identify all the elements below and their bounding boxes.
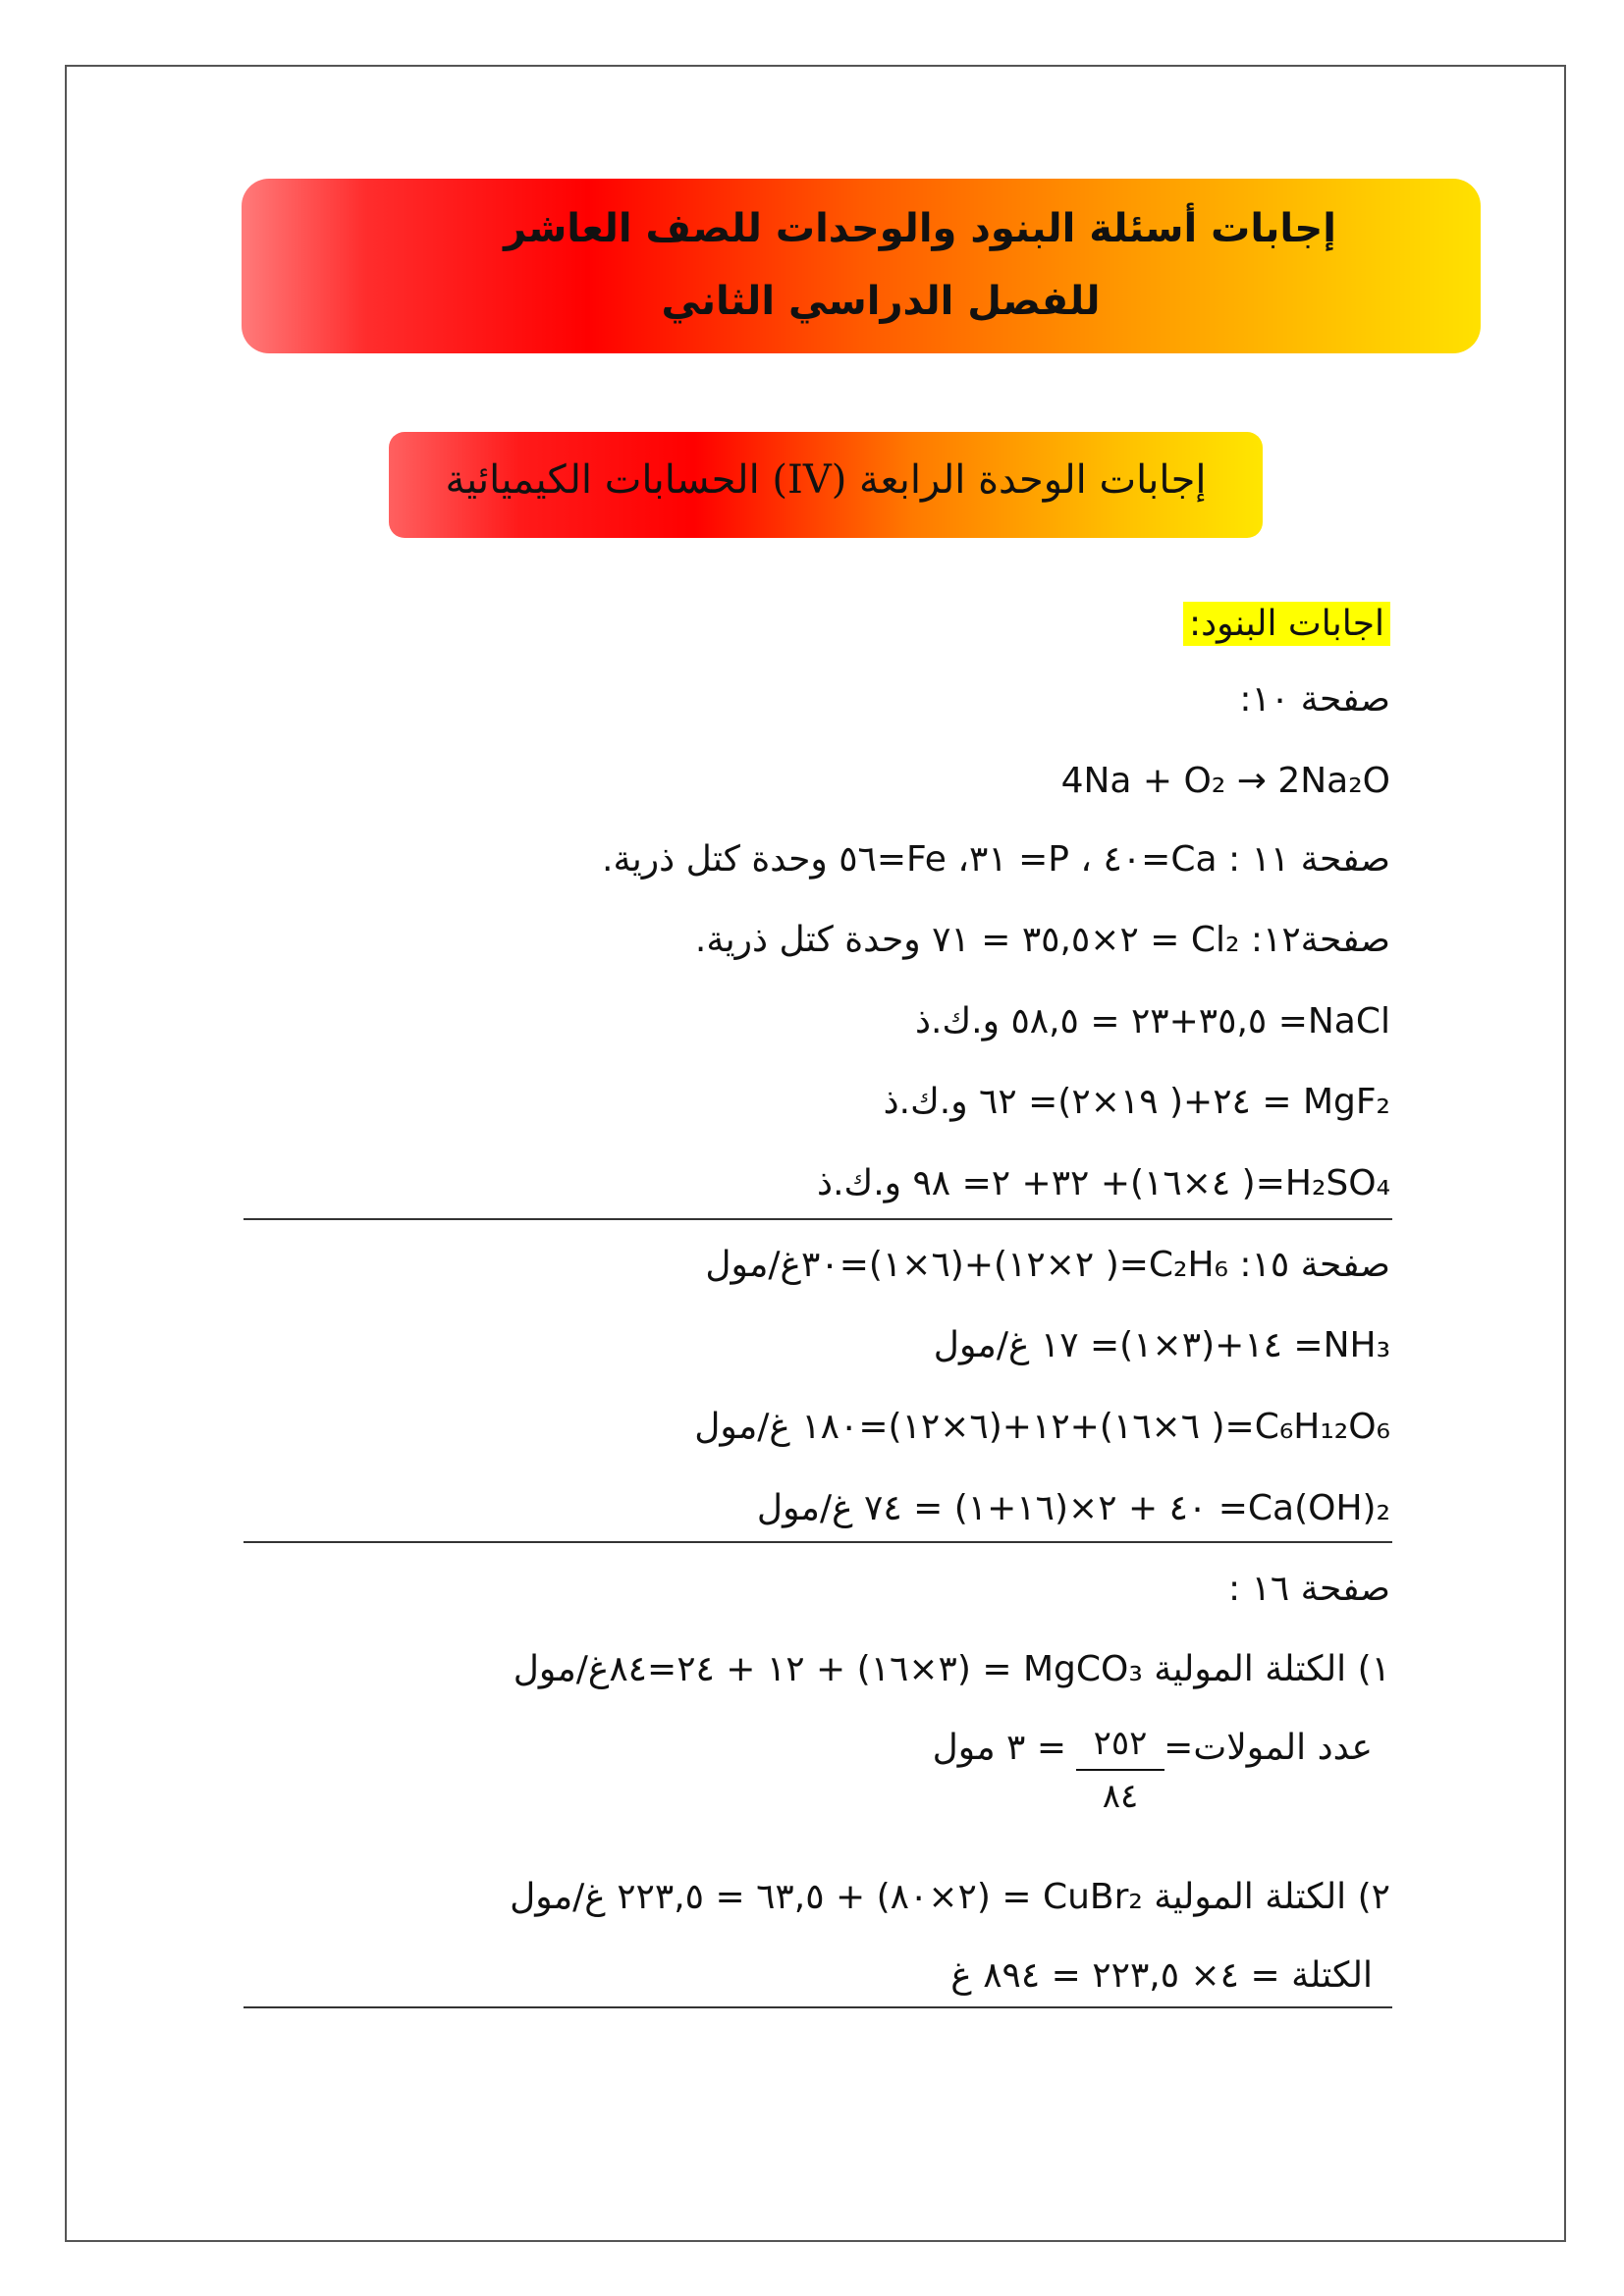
moles-label: عدد المولات= [1164,1728,1373,1768]
moles-fraction [1076,1724,1164,1816]
answers-heading [1183,604,1390,644]
answer-line: صفحة١٢: Cl₂ = ٢×٣٥,٥ = ٧١ وحدة كتل ذرية. [694,920,1390,960]
answer-line: صفحة ١١ : Ca=٤٠ ، P= ٣١، Fe=٥٦ وحدة كتل ذرية. [602,839,1390,880]
title-line-2: للفصل الدراسي الثاني [661,279,1101,324]
answer-line: C₆H₁₂O₆=( ٦×١٦)+١٢+(٦×١٢)=١٨٠ غ/مول [694,1407,1390,1447]
separator-line [244,1541,1392,1543]
fraction-numerator: ٢٥٢ [1076,1724,1164,1771]
answers-heading-text: اجابات البنود: [1183,602,1390,646]
separator-line [244,2006,1392,2008]
title-banner [242,179,1481,353]
separator-line [244,1218,1392,1220]
answer-line: NaCl= ٣٥,٥+٢٣ = ٥٨,٥ و.ك.ذ [915,1001,1390,1041]
answer-line: 4Na + O₂ → 2Na₂O [1060,761,1390,801]
answer-line: الكتلة = ٤× ٢٢٣,٥ = ٨٩٤ غ [950,1955,1373,1996]
answer-line: ٢) الكتلة المولية CuBr₂ = (٢×٨٠) + ٦٣,٥ = ٢٢٣,٥ غ/مول [510,1877,1390,1917]
answer-line: صفحة ١٥: C₂H₆=( ٢×١٢)+(٦×١)=٣٠غ/مول [705,1245,1390,1285]
fraction-denominator: ٨٤ [1102,1777,1139,1816]
answer-line: Ca(OH)₂= ٤٠ + ٢×(١٦+١) = ٧٤ غ/مول [756,1488,1390,1528]
answer-line: صفحة ١٠: [1239,679,1390,720]
answer-line: ١) الكتلة المولية MgCO₃ = (٣×١٦) + ١٢ + ٢٤=٨٤غ/مول [513,1649,1390,1689]
answer-line: صفحة ١٦ : [1227,1569,1390,1609]
answer-line: NH₃= ١٤+(٣×١)= ١٧ غ/مول [933,1325,1390,1365]
unit-banner [389,432,1263,538]
unit-title: إجابات الوحدة الرابعة (IV) الحسابات الكيميائية [445,457,1207,503]
title-line-1: إجابات أسئلة البنود والوحدات للصف العاشر [504,206,1336,251]
answer-line: H₂SO₄=( ٤×١٦)+ ٣٢+ ٢= ٩٨ و.ك.ذ [817,1163,1390,1203]
answer-line: MgF₂ = ٢٤+( ١٩×٢)= ٦٢ و.ك.ذ [883,1082,1390,1122]
moles-result: = ٣ مول [932,1728,1066,1768]
